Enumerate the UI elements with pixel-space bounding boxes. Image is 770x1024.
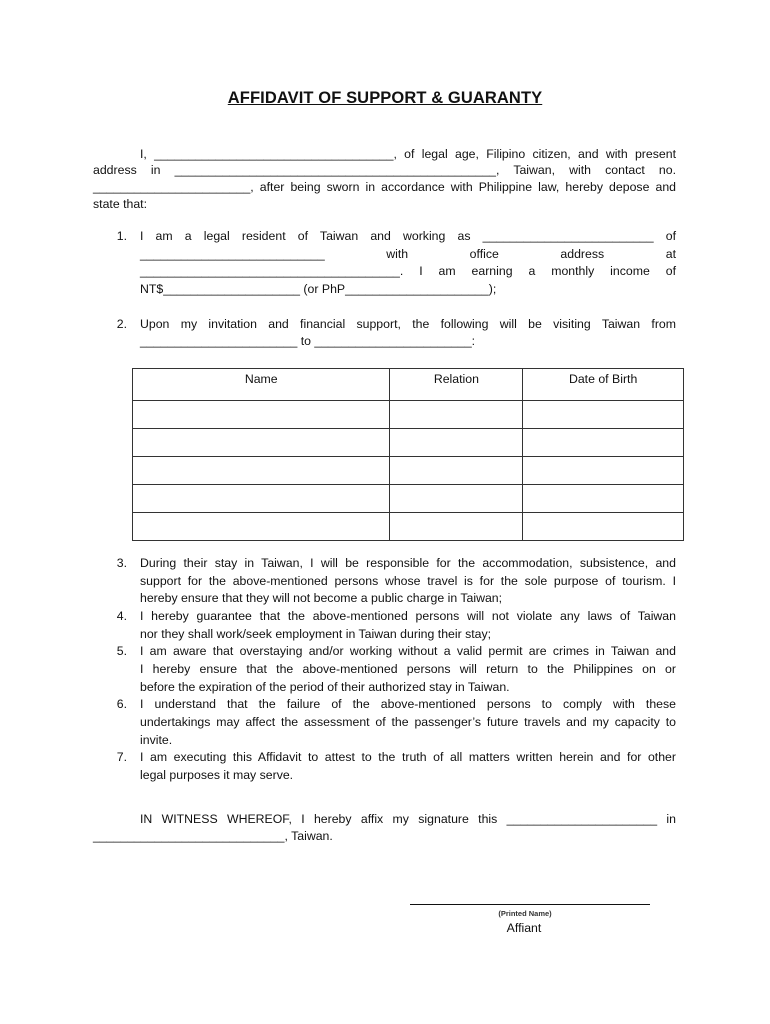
item-1-line-1: I am a legal resident of Taiwan and working as _________________________ of	[140, 229, 676, 243]
item-6-line-2: undertakings may affect the assessment of the passenger’s future travels and my capacity to	[140, 715, 676, 729]
name-cell[interactable]	[133, 457, 390, 485]
date-of-birth-cell[interactable]	[523, 429, 684, 457]
item-5-line-2: I hereby ensure that the above-mentioned persons will return to the Philippines on or	[140, 662, 676, 676]
date-of-birth-cell[interactable]	[523, 457, 684, 485]
name-cell[interactable]	[133, 513, 390, 541]
affiant-label: Affiant	[506, 921, 542, 935]
witness-line-1: IN WITNESS WHEREOF, I hereby affix my signature this ______________________ in	[140, 812, 676, 826]
item-5-line-3: before the expiration of the period of their authorized stay in Taiwan.	[140, 680, 510, 694]
table-row	[133, 429, 684, 457]
relation-cell[interactable]	[390, 429, 523, 457]
date-of-birth-cell[interactable]	[523, 513, 684, 541]
item-4-line-1: I hereby guarantee that the above-mentioned persons will not violate any laws of Taiwan	[140, 609, 676, 623]
relation-cell[interactable]	[390, 513, 523, 541]
intro-line-2: address in _______________________________________________, Taiwan, with contact no.	[93, 163, 676, 177]
intro-line-1: I, ___________________________________, of legal age, Filipino citizen, and with present	[140, 147, 676, 161]
item-1-number: 1.	[116, 229, 127, 243]
name-cell[interactable]	[133, 485, 390, 513]
item-1-line-2: ___________________________ with office address at	[140, 247, 676, 261]
item-5-number: 5.	[116, 644, 127, 658]
header-name: Name	[133, 369, 390, 401]
relation-cell[interactable]	[390, 485, 523, 513]
item-2-line-2: _______________________ to _______________________:	[140, 334, 476, 348]
item-4-line-2: nor they shall work/seek employment in Taiwan during their stay;	[140, 627, 492, 641]
item-3-line-2: support for the above-mentioned persons whose travel is for the sole purpose of tourism. I	[140, 574, 676, 588]
table-row	[133, 457, 684, 485]
item-6-line-1: I understand that the failure of the above-mentioned persons to comply with these	[140, 697, 676, 711]
relation-cell[interactable]	[390, 401, 523, 429]
printed-name-label: (Printed Name)	[498, 909, 552, 918]
item-2-number: 2.	[116, 317, 127, 331]
item-3-number: 3.	[116, 556, 127, 570]
table-row	[133, 401, 684, 429]
date-of-birth-cell[interactable]	[523, 401, 684, 429]
table-header-row	[133, 369, 684, 401]
item-1-line-4: NT$____________________ (or PhP_____________________);	[140, 282, 497, 296]
name-cell[interactable]	[133, 401, 390, 429]
intro-line-3: _______________________, after being sworn in accordance with Philippine law, hereby depose and	[93, 180, 676, 194]
item-6-number: 6.	[116, 697, 127, 711]
table-row	[133, 485, 684, 513]
header-relation: Relation	[390, 369, 523, 401]
item-7-number: 7.	[116, 750, 127, 764]
item-4-number: 4.	[116, 609, 127, 623]
intro-line-4: state that:	[93, 197, 148, 211]
item-3-line-1: During their stay in Taiwan, I will be responsible for the accommodation, subsistence, and	[140, 556, 676, 570]
item-5-line-1: I am aware that overstaying and/or working without a valid permit are crimes in Taiwan and	[140, 644, 676, 658]
item-3-line-3: hereby ensure that they will not become a public charge in Taiwan;	[140, 591, 503, 605]
item-7-line-1: I am executing this Affidavit to attest to the truth of all matters written herein and for other	[140, 750, 676, 764]
witness-line-2: ____________________________, Taiwan.	[93, 829, 333, 843]
item-2-line-1: Upon my invitation and financial support, the following will be visiting Taiwan from	[140, 317, 676, 331]
date-of-birth-cell[interactable]	[523, 485, 684, 513]
relation-cell[interactable]	[390, 457, 523, 485]
item-1-line-3: ______________________________________. I am earning a monthly income of	[140, 264, 676, 278]
name-cell[interactable]	[133, 429, 390, 457]
visitors-table	[132, 368, 684, 541]
item-6-line-3: invite.	[140, 733, 173, 747]
signature-line[interactable]	[410, 904, 650, 905]
header-date-of-birth: Date of Birth	[523, 369, 684, 401]
document-title: AFFIDAVIT OF SUPPORT & GUARANTY	[227, 89, 543, 107]
item-7-line-2: legal purposes it may serve.	[140, 768, 294, 782]
table-row	[133, 513, 684, 541]
